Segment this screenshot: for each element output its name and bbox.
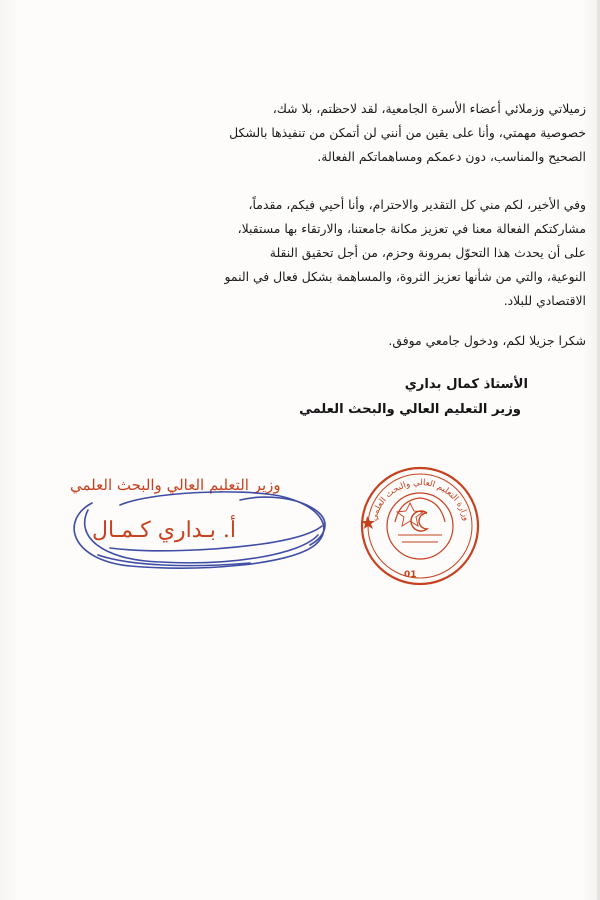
- handwritten-signature: [74, 492, 325, 568]
- crescent-icon: [411, 511, 427, 531]
- paragraph-1-line: الصحيح والمناسب، دون دعمكم ومساهماتكم الفعالة.: [317, 149, 586, 164]
- signatory-name: الأستاذ كمال بداري: [404, 377, 528, 392]
- stamp-ministry-line: وزير التعليم العالي والبحث العلمي: [70, 476, 281, 494]
- paragraph-2-line: الاقتصادي للبلاد.: [503, 293, 586, 308]
- seal-ring-text: [369, 478, 471, 522]
- signatory-title: وزير التعليم العالي والبحث العلمي: [299, 402, 521, 417]
- paragraph-2-line: على أن يحدث هذا التحوّل بمرونة وحزم، من أجل تحقيق النقلة: [269, 245, 586, 260]
- paragraph-2-line: مشاركتكم الفعالة معنا في تعزيز مكانة جامعتنا، والارتقاء بها مستقبلا،: [237, 221, 586, 236]
- paragraph-1-line: خصوصية مهمتي، وأنا على يقين من أنني لن أتمكن من تنفيذها بالشكل: [229, 125, 586, 140]
- seal-number: 01: [404, 570, 417, 580]
- paragraph-2-line: النوعية، والتي من شأنها تعزيز الثروة، والمساهمة بشكل فعال في النمو: [224, 269, 586, 284]
- paragraph-1-line: زميلاتي وزملائي أعضاء الأسرة الجامعية، لقد لاحظتم، بلا شك،: [272, 101, 586, 116]
- paragraph-2-line: وفي الأخير، لكم مني كل التقدير والاحترام، وأنا أحيي فيكم، مقدماً،: [248, 197, 586, 212]
- seal-emblem-lines: [398, 535, 442, 542]
- stamp-person-line: أ. بـداري كـمـال: [92, 518, 236, 543]
- closing-line: شكرا جزيلا لكم، ودخول جامعي موفق.: [388, 333, 586, 348]
- seal-ring-textpath: وزارة التعليم العالي والبحث العلمي: [368, 477, 471, 523]
